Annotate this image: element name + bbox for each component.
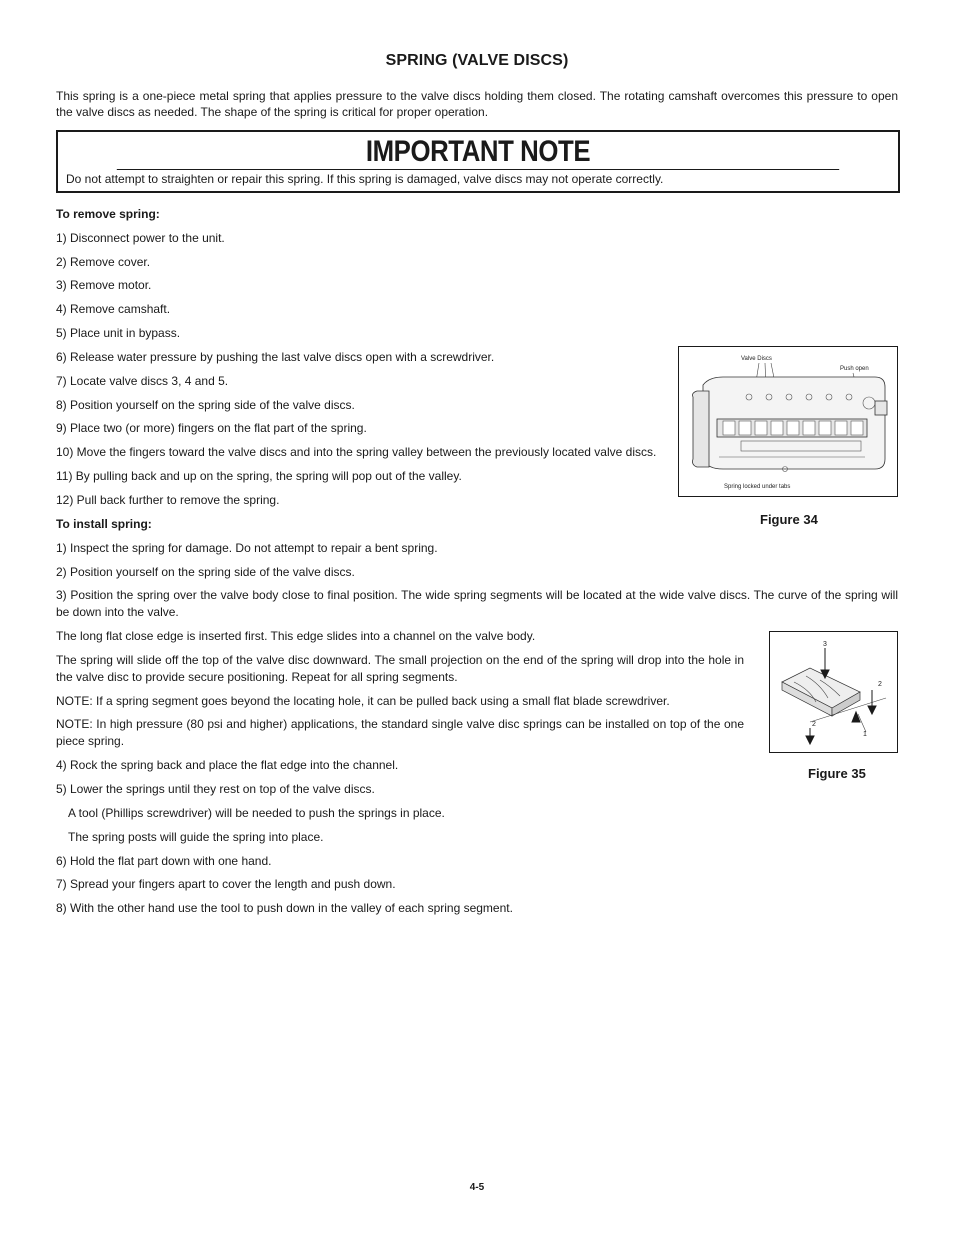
remove-step: 9) Place two (or more) fingers on the flat part of the spring. xyxy=(56,421,367,435)
label-spring-locked: Spring locked under tabs xyxy=(724,484,791,490)
install-paragraph: The spring will slide off the top of the valve disc downward. The small projection on the end of the spring will drop into the hole in the valve disc to provide secure positioning. Repeat for all spring segments. xyxy=(56,653,744,684)
figure-35-caption: Figure 35 xyxy=(808,766,866,781)
install-note: NOTE: If a spring segment goes beyond the locating hole, it can be pulled back using a small flat blade screwdriver. xyxy=(56,694,670,708)
figure-34-caption: Figure 34 xyxy=(760,512,818,527)
remove-step: 11) By pulling back and up on the spring, the spring will pop out of the valley. xyxy=(56,469,462,483)
install-substep: A tool (Phillips screwdriver) will be needed to push the springs in place. xyxy=(68,806,445,820)
important-note-heading: IMPORTANT NOTE xyxy=(117,132,839,170)
install-step: 1) Inspect the spring for damage. Do not attempt to repair a bent spring. xyxy=(56,541,438,555)
install-step: 5) Lower the springs until they rest on top of the valve discs. xyxy=(56,782,375,796)
valve-body-illustration xyxy=(679,347,897,496)
figure-35-num-2: 2 xyxy=(812,721,816,728)
label-valve-discs: Valve Discs xyxy=(741,356,772,362)
section-title: SPRING (VALVE DISCS) xyxy=(385,52,569,69)
figure-35-num-2: 2 xyxy=(878,681,882,688)
install-step: 2) Position yourself on the spring side of the valve discs. xyxy=(56,565,355,579)
install-heading: To install spring: xyxy=(56,517,152,531)
label-push-open: Push open xyxy=(840,366,869,372)
figure-35 xyxy=(769,631,898,753)
remove-heading: To remove spring: xyxy=(56,207,160,221)
install-step: 8) With the other hand use the tool to push down in the valley of each spring segment. xyxy=(56,901,513,915)
remove-step: 10) Move the fingers toward the valve discs and into the spring valley between the previously located valve discs. xyxy=(56,445,657,459)
install-step: 6) Hold the flat part down with one hand. xyxy=(56,854,272,868)
page-number: 4-5 xyxy=(469,1182,485,1193)
important-note-box xyxy=(56,130,900,193)
remove-step: 1) Disconnect power to the unit. xyxy=(56,231,225,245)
install-paragraph: The long flat close edge is inserted first. This edge slides into a channel on the valve body. xyxy=(56,629,536,643)
remove-step: 5) Place unit in bypass. xyxy=(56,326,181,340)
remove-step: 4) Remove camshaft. xyxy=(56,302,171,316)
install-step: 3) Position the spring over the valve body close to final position. The wide spring segments will be located at the wide valve discs. The curve of the spring will be down into the valve. xyxy=(56,588,898,619)
install-step: 7) Spread your fingers apart to cover the length and push down. xyxy=(56,877,396,891)
install-step: 4) Rock the spring back and place the flat edge into the channel. xyxy=(56,758,399,772)
install-note: NOTE: In high pressure (80 psi and higher) applications, the standard single valve disc springs can be installed on top of the one piece spring. xyxy=(56,717,744,748)
remove-step: 6) Release water pressure by pushing the last valve discs open with a screwdriver. xyxy=(56,350,495,364)
important-note-text: Do not attempt to straighten or repair this spring. If this spring is damaged, valve discs may not operate correctly. xyxy=(66,172,664,186)
remove-step: 2) Remove cover. xyxy=(56,255,151,269)
remove-step: 8) Position yourself on the spring side of the valve discs. xyxy=(56,398,355,412)
install-substep: The spring posts will guide the spring into place. xyxy=(68,830,324,844)
figure-35-num-3: 3 xyxy=(823,641,827,648)
figure-34 xyxy=(678,346,898,497)
remove-step: 12) Pull back further to remove the spring. xyxy=(56,493,280,507)
figure-35-num-1: 1 xyxy=(863,731,867,738)
remove-step: 3) Remove motor. xyxy=(56,278,152,292)
remove-step: 7) Locate valve discs 3, 4 and 5. xyxy=(56,374,229,388)
spring-install-illustration xyxy=(770,632,897,752)
intro-paragraph: This spring is a one-piece metal spring that applies pressure to the valve discs holding them closed. The rotating camshaft overcomes this pressure to open the valve discs as needed. The shape of the spring is critical for proper operation. xyxy=(56,89,898,119)
